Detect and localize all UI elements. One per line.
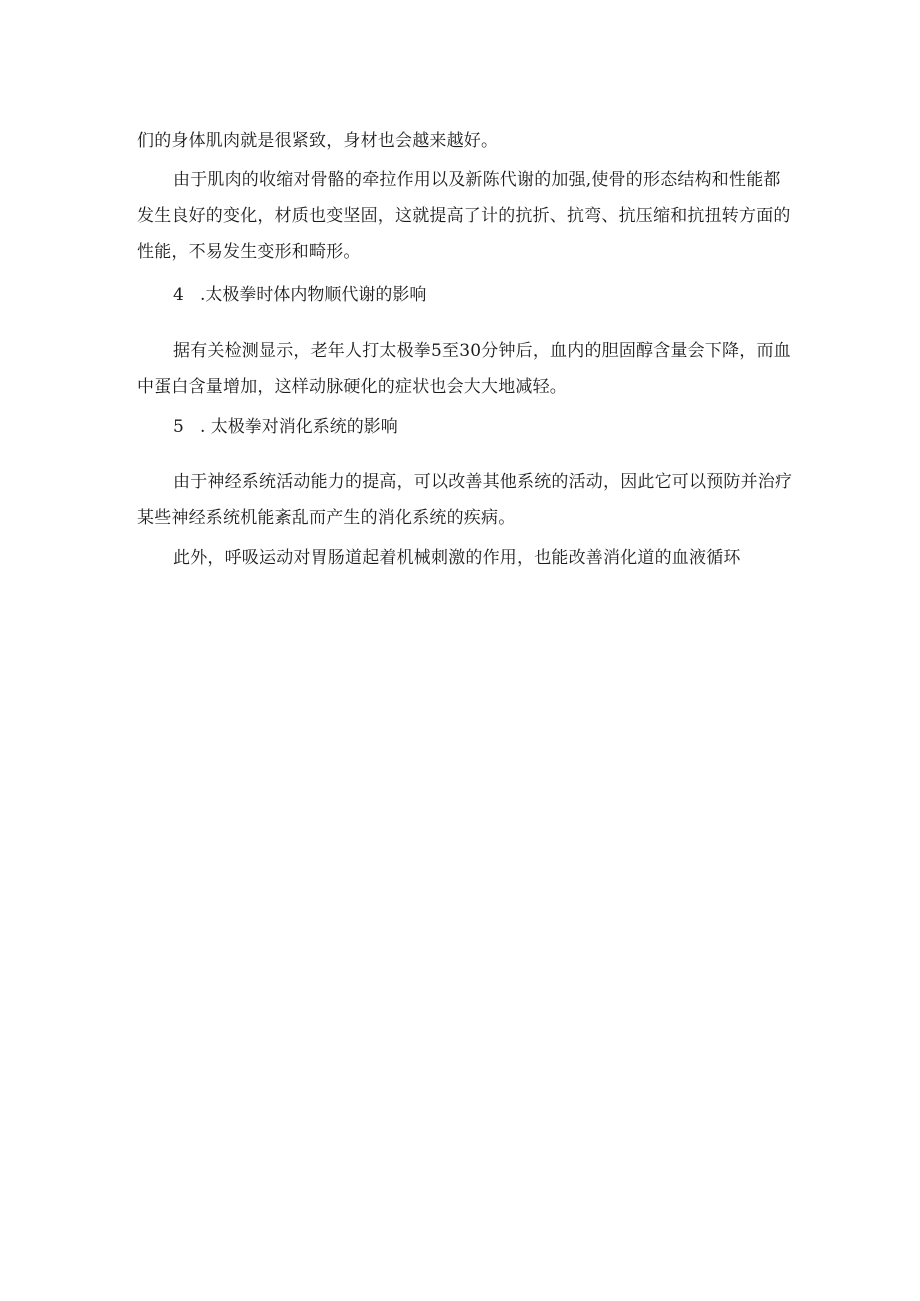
section-heading-4 bbox=[173, 284, 426, 306]
paragraph-line: 中蛋白含量增加，这样动脉硬化的症状也会大大地减轻。 bbox=[137, 377, 567, 397]
section-number: 5 bbox=[173, 417, 184, 437]
section-heading-5 bbox=[173, 416, 398, 438]
section-title: .太极拳时体内物顺代谢的影响 bbox=[200, 285, 427, 305]
paragraph-line: 据有关检测显示，老年人打太极拳5至30分钟后，血内的胆固醇含量会下降，而血 bbox=[173, 341, 791, 361]
paragraph-line: 性能，不易发生变形和畸形。 bbox=[137, 242, 361, 262]
paragraph-line: 此外，呼吸运动对胃肠道起着机械刺激的作用，也能改善消化道的血液循环 bbox=[173, 548, 741, 568]
paragraph-line: 们的身体肌肉就是很紧致，身材也会越来越好。 bbox=[137, 131, 499, 151]
paragraph-line: 发生良好的变化，材质也变坚固，这就提高了计的抗折、抗弯、抗压缩和抗扭转方面的 bbox=[137, 206, 791, 226]
section-title: . 太极拳对消化系统的影响 bbox=[200, 417, 398, 437]
section-number: 4 bbox=[173, 285, 184, 305]
paragraph-line: 由于肌肉的收缩对骨骼的牵拉作用以及新陈代谢的加强,使骨的形态结构和性能都 bbox=[173, 170, 781, 190]
paragraph-line: 由于神经系统活动能力的提高，可以改善其他系统的活动，因此它可以预防并治疗 bbox=[173, 472, 793, 492]
paragraph-line: 某些神经系统机能紊乱而产生的消化系统的疾病。 bbox=[137, 508, 516, 528]
